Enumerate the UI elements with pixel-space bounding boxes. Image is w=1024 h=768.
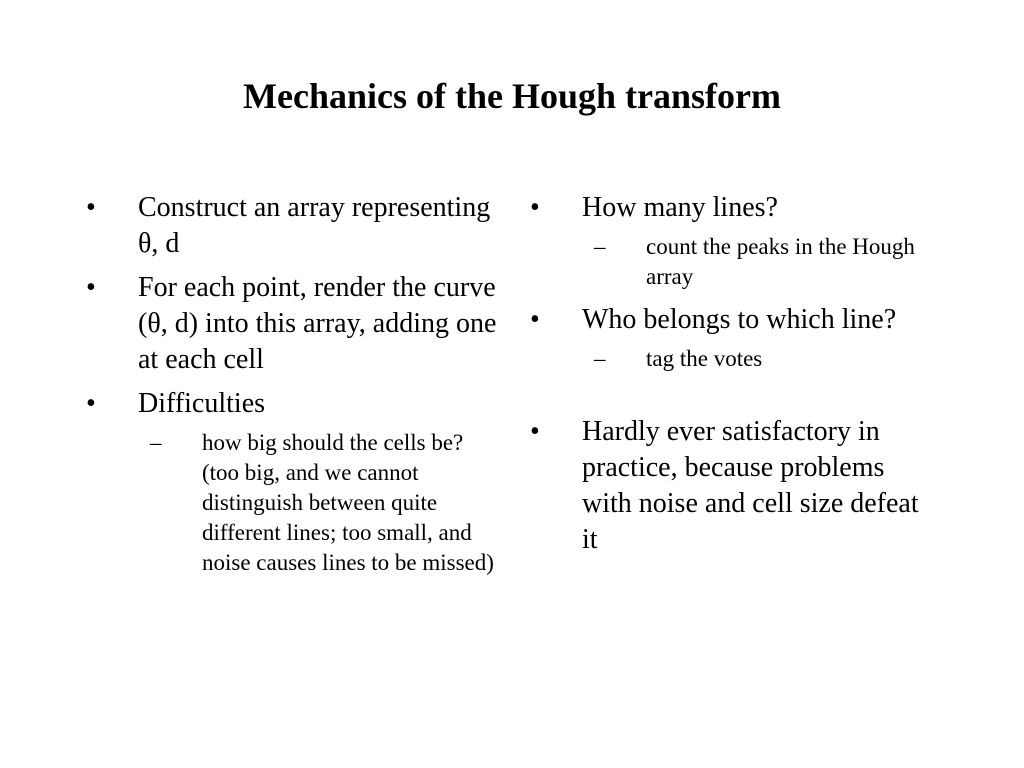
bullet-item bbox=[86, 270, 506, 378]
sub-bullet-item bbox=[582, 344, 940, 374]
bullet-marker: • bbox=[86, 192, 96, 223]
bullet-text: Hardly ever satisfactory in practice, because problems with noise and cell size defeat it bbox=[582, 416, 919, 555]
bullet-text: Construct an array representing θ, d bbox=[138, 192, 491, 259]
spacer bbox=[530, 384, 940, 414]
bullet-text: Difficulties bbox=[138, 388, 266, 419]
sub-bullet-text: how big should the cells be? (too big, and we cannot distinguish between quite different lines; too small, and noise causes lines to be missed) bbox=[202, 430, 494, 575]
slide-title: Mechanics of the Hough transform bbox=[243, 76, 781, 116]
bullet-item bbox=[530, 190, 940, 292]
sub-bullet-item bbox=[582, 232, 940, 292]
bullet-text: Who belongs to which line? bbox=[582, 304, 897, 335]
bullet-marker: • bbox=[530, 416, 540, 447]
bullet-item bbox=[530, 302, 940, 374]
bullet-text: For each point, render the curve (θ, d) into this array, adding one at each cell bbox=[138, 272, 497, 375]
right-bullet-list bbox=[530, 190, 940, 566]
sub-bullet-item bbox=[138, 428, 506, 578]
sub-bullet-list bbox=[582, 232, 940, 292]
bullet-text: How many lines? bbox=[582, 192, 778, 223]
bullet-marker: • bbox=[530, 192, 540, 223]
bullet-item bbox=[530, 414, 940, 558]
sub-bullet-marker: – bbox=[594, 234, 606, 259]
bullet-marker: • bbox=[86, 272, 96, 303]
left-bullet-list bbox=[86, 190, 506, 588]
sub-bullet-marker: – bbox=[594, 346, 606, 371]
bullet-marker: • bbox=[530, 304, 540, 335]
sub-bullet-text: tag the votes bbox=[646, 346, 763, 371]
sub-bullet-list bbox=[138, 428, 506, 578]
bullet-item bbox=[86, 190, 506, 262]
sub-bullet-marker: – bbox=[150, 430, 162, 455]
sub-bullet-text: count the peaks in the Hough array bbox=[646, 234, 915, 289]
sub-bullet-list bbox=[582, 344, 940, 374]
bullet-marker: • bbox=[86, 388, 96, 419]
bullet-item bbox=[86, 386, 506, 578]
